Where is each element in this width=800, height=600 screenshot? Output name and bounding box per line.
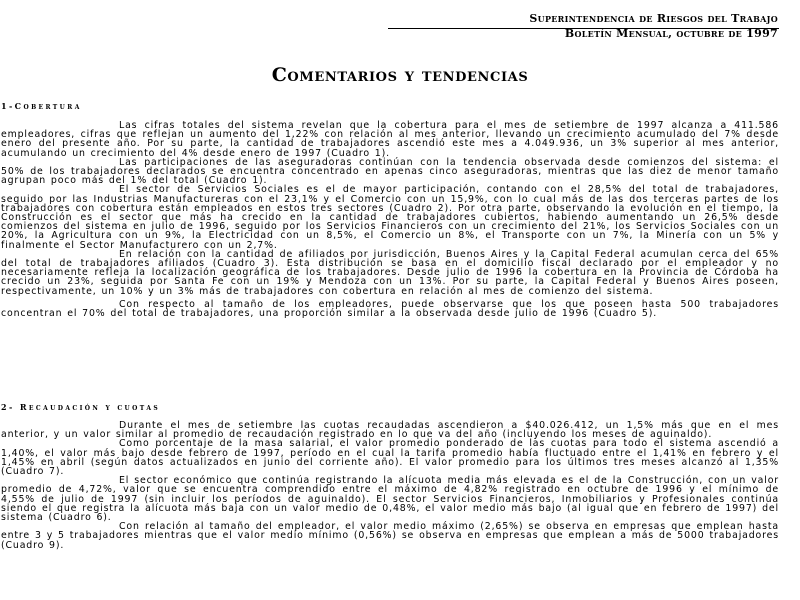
- paragraph: Como porcentaje de la masa salarial, el valor promedio ponderado de las cuotas para todo el sistema ascendió a 1,40%, el valor más bajo desde febrero de 1997, período en el cual la tarifa promedio había fluctuado entre el 1,41% en febrero y el 1,45% en abril (según datos actualizados en junio del corriente año). El valor promedio para los últimos tres meses alcanzó al 1,35% (Cuadro 7).: [1, 438, 779, 478]
- header-organization: Superintendencia de Riesgos del Trabajo: [529, 12, 778, 25]
- header-publication: Boletín Mensual, octubre de 1997: [564, 27, 778, 40]
- paragraph: Con respecto al tamaño de los empleadores, puede observarse que los que poseen hasta 500 trabajadores concentran el 70% del total de trabajadores, una proporción similar a la observada desde julio de 1996 (Cuadro 5).: [1, 298, 779, 320]
- page-title: Comentarios y tendencias: [271, 64, 529, 86]
- paragraph: El sector económico que continúa registrando la alícuota media más elevada es el de la Construcción, con un valor promedio de 4,72%, valor que se encuentra comprendido entre el máximo de 4,82% registrado en octubre de 1996 y el mínimo de 4,55% de julio de 1997 (sin incluir los períodos de aguinaldo). El sector Servicios Financieros, Inmobiliarios y Profesionales continúa siendo el que registra la alícuota más baja con un valor medio de 0,48%, el valor medio más bajo (al igual que en febrero de 1997) del sistema (Cuadro 6).: [1, 475, 779, 524]
- section-heading-cobertura: 1-Cobertura: [1, 101, 82, 111]
- paragraph: Las cifras totales del sistema revelan que la cobertura para el mes de setiembre de 1997 alcanza a 411.586 empleadores, cifras que reflejan un aumento del 1,22% con relación al mes anterior, llevando un crecimiento acumulado del 7% desde enero del presente año. Por su parte, la cantidad de trabajadores ascendió este mes a 4.049.936, un 3% superior al mes anterior, acumulando un crecimiento del 4% desde enero de 1997 (Cuadro 1).: [1, 120, 779, 159]
- paragraph: En relación con la cantidad de afiliados por jurisdicción, Buenos Aires y la Capital Federal acumulan cerca del 65% del total de trabajadores afiliados (Cuadro 3). Esta distribución se basa en el domicilio fiscal declarado por el empleador y no necesariamente refleja la localización geográfica de los trabajadores. Desde julio de 1996 la cobertura en la Provincia de Córdoba ha crecido un 23%, seguida por Santa Fe con un 19% y Mendoza con un 13%. Por su parte, la Capital Federal y Buenos Aires poseen, respectivamente, un 10% y un 3% más de trabajadores con cobertura en relación al mes de comienzo del sistema.: [1, 248, 779, 297]
- paragraph: Con relación al tamaño del empleador, el valor medio máximo (2,65%) se observa en empresas que emplean hasta entre 3 y 5 trabajadores mientras que el valor medio mínimo (0,56%) se observa en empresas que emplean a más de 5000 trabajadores (Cuadro 9).: [1, 521, 779, 551]
- section-body-recaudacion: [1, 421, 779, 550]
- paragraph: Las participaciones de las aseguradoras continúan con la tendencia observada desde comienzos del sistema: el 50% de los trabajadores declarados se encuentra concentrado en apenas cinco aseguradoras, mientras que las diez de menor tamaño agrupan poco más del 1% del total (Cuadro 1).: [1, 156, 779, 187]
- paragraph: El sector de Servicios Sociales es el de mayor participación, contando con el 28,5% del total de trabajadores, seguido por las Industrias Manufactureras con el 23,1% y el Comercio con un 15,9%, con lo cual más de las dos terceras partes de los trabajadores con cobertura están empleados en estos tres sectores (Cuadro 2). Por otra parte, observando la evolución en el tiempo, la Construcción es el sector que más ha crecido en la cantidad de trabajadores cubiertos, habiendo aumentando un 26,5% desde comienzos del sistema en julio de 1996, seguido por los Servicios Financieros con un crecimiento del 21%, los Servicios Sociales con un 20%, la Agricultura con un 9%, la Electricidad con un 8,5%, el Comercio un 8%, el Transporte con un 7%, la Minería con un 5% y finalmente el Sector Manufacturero con un 2,7%.: [1, 184, 779, 251]
- section-body-cobertura: [1, 121, 779, 318]
- section-heading-recaudacion: 2- Recaudación y cuotas: [1, 402, 161, 412]
- paragraph: Durante el mes de setiembre las cuotas recaudadas ascendieron a $40.026.412, un 1,5% más que en el mes anterior, y un valor similar al promedio de recaudación registrado en lo que va del año (incluyendo los meses de aguinaldo).: [1, 420, 779, 441]
